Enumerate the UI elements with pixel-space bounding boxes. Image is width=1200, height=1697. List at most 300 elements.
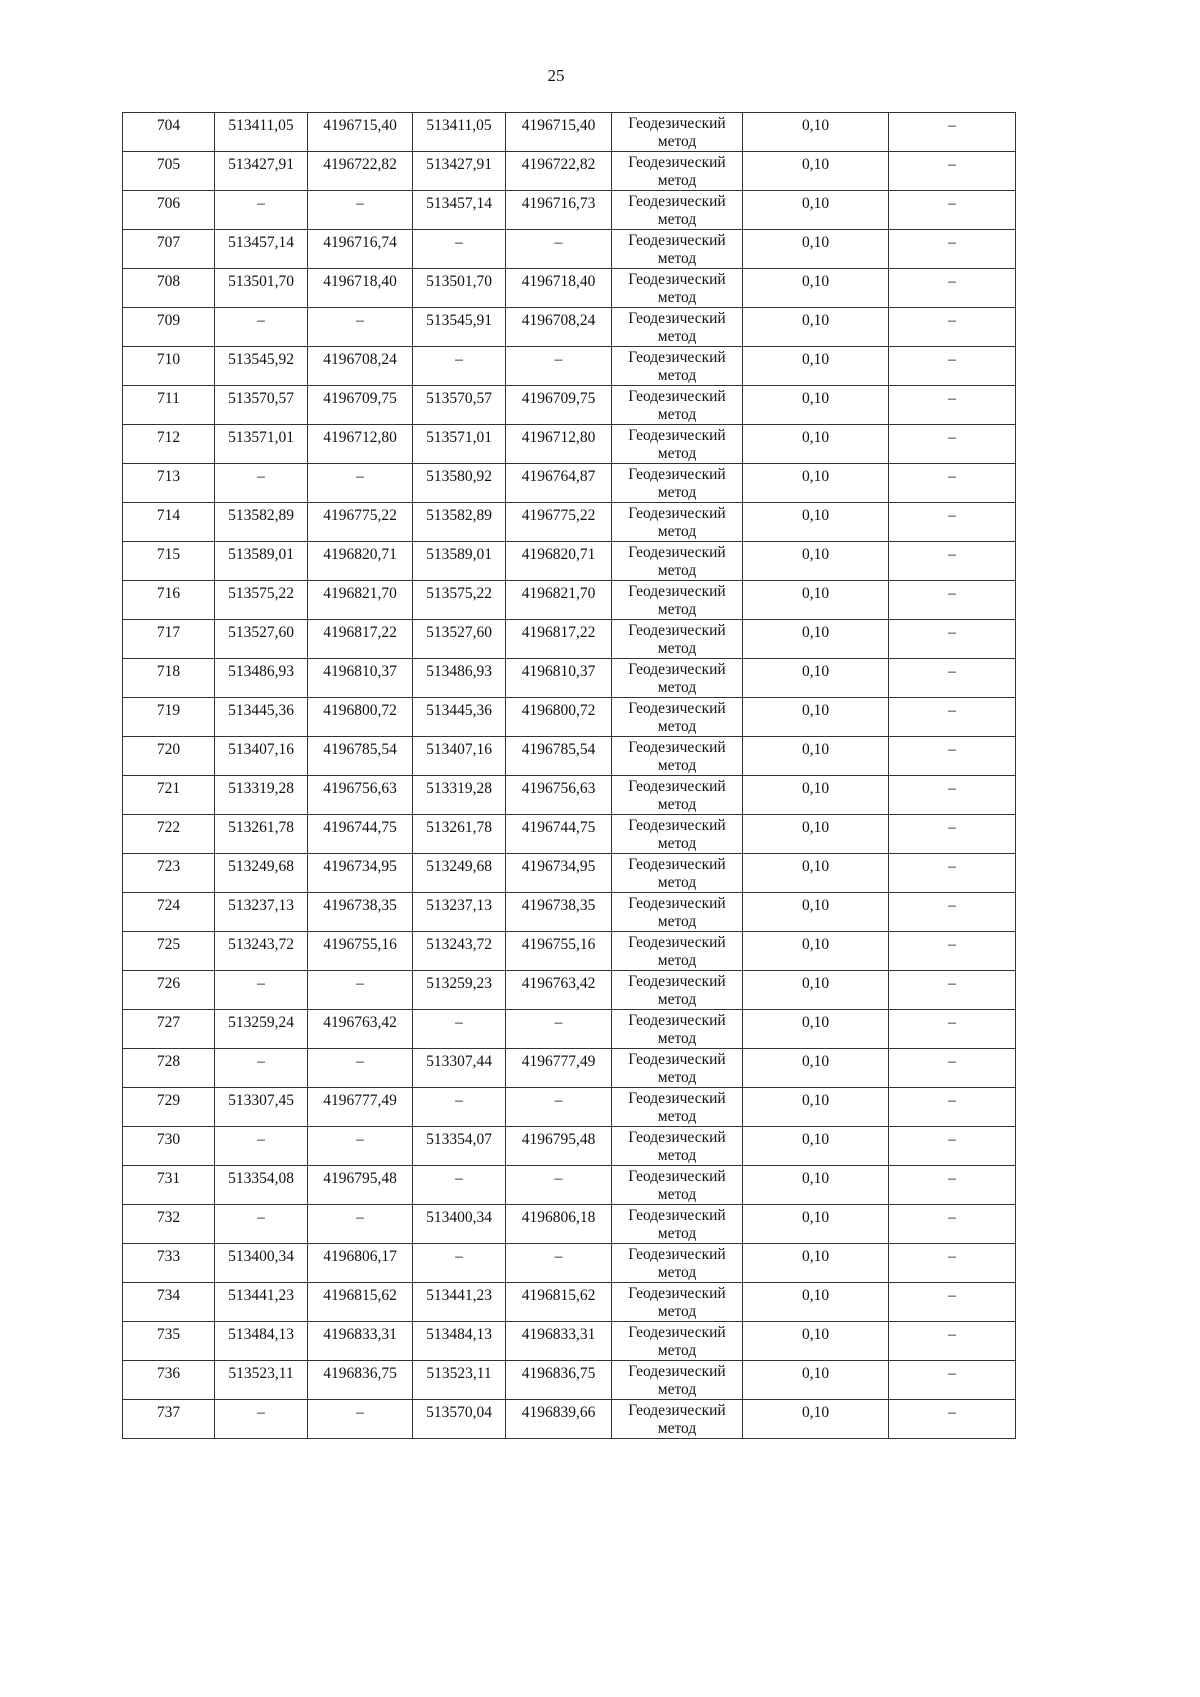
- cell-text: 4196777,49: [521, 1053, 596, 1070]
- x-new-cell: [413, 659, 506, 698]
- cell-text: 513411,05: [426, 117, 492, 134]
- y-new-cell: [506, 425, 612, 464]
- method-cell: [612, 425, 743, 464]
- cell-text: Геодезический метод: [628, 1129, 726, 1164]
- cell-text: 513259,23: [426, 975, 492, 992]
- point-number-cell: [123, 659, 215, 698]
- accuracy-cell: [743, 1283, 889, 1322]
- accuracy-cell: [743, 1088, 889, 1127]
- cell-text: 513319,28: [426, 780, 492, 797]
- cell-text: –: [948, 117, 956, 134]
- cell-text: Геодезический метод: [628, 622, 726, 657]
- point-number-cell: [123, 620, 215, 659]
- cell-text: Геодезический метод: [628, 1246, 726, 1281]
- accuracy-cell: [743, 1127, 889, 1166]
- method-cell: [612, 659, 743, 698]
- cell-text: –: [356, 1131, 364, 1148]
- method-cell: [612, 893, 743, 932]
- cell-text: 0,10: [801, 468, 830, 485]
- cell-text: 4196718,40: [323, 273, 397, 290]
- table-row: [123, 230, 1016, 269]
- point-number-cell: [123, 932, 215, 971]
- y-old-cell: [308, 815, 413, 854]
- cell-text: 4196715,40: [323, 117, 397, 134]
- cell-text: –: [554, 1092, 563, 1109]
- x-old-cell: [215, 971, 308, 1010]
- cell-text: 513457,14: [228, 234, 294, 251]
- cell-text: –: [948, 1209, 956, 1226]
- x-new-cell: [413, 308, 506, 347]
- y-new-cell: [506, 1400, 612, 1439]
- notes-cell: [889, 230, 1016, 269]
- cell-text: 4196800,72: [323, 702, 397, 719]
- cell-text: 705: [156, 156, 181, 173]
- method-cell: [612, 776, 743, 815]
- method-cell: [612, 386, 743, 425]
- x-old-cell: [215, 113, 308, 152]
- cell-text: 4196815,62: [521, 1287, 596, 1304]
- cell-text: Геодезический метод: [628, 895, 726, 930]
- cell-text: 513441,23: [228, 1287, 294, 1304]
- accuracy-cell: [743, 1361, 889, 1400]
- notes-cell: [889, 191, 1016, 230]
- method-cell: [612, 815, 743, 854]
- accuracy-cell: [743, 152, 889, 191]
- method-cell: [612, 971, 743, 1010]
- cell-text: 513575,22: [426, 585, 492, 602]
- x-new-cell: [413, 464, 506, 503]
- cell-text: Геодезический метод: [628, 739, 726, 774]
- cell-text: 513575,22: [228, 585, 294, 602]
- cell-text: –: [948, 429, 956, 446]
- point-number-cell: [123, 191, 215, 230]
- table-row: [123, 698, 1016, 737]
- y-new-cell: [506, 1283, 612, 1322]
- cell-text: 4196817,22: [323, 624, 397, 641]
- cell-text: –: [455, 1170, 463, 1187]
- cell-text: 0,10: [801, 156, 830, 173]
- cell-text: –: [948, 1053, 956, 1070]
- cell-text: Геодезический метод: [628, 583, 726, 618]
- notes-cell: [889, 932, 1016, 971]
- cell-text: 513571,01: [426, 429, 492, 446]
- notes-cell: [889, 854, 1016, 893]
- cell-text: Геодезический метод: [628, 154, 726, 189]
- x-new-cell: [413, 854, 506, 893]
- method-cell: [612, 854, 743, 893]
- cell-text: 513580,92: [426, 468, 492, 485]
- cell-text: –: [455, 1092, 463, 1109]
- notes-cell: [889, 347, 1016, 386]
- point-number-cell: [123, 893, 215, 932]
- table-row: [123, 620, 1016, 659]
- x-new-cell: [413, 1322, 506, 1361]
- cell-text: Геодезический метод: [628, 1324, 726, 1359]
- x-old-cell: [215, 659, 308, 698]
- y-old-cell: [308, 269, 413, 308]
- cell-text: –: [554, 234, 563, 251]
- cell-text: 513527,60: [228, 624, 294, 641]
- x-old-cell: [215, 1049, 308, 1088]
- point-number-cell: [123, 1322, 215, 1361]
- cell-text: 0,10: [801, 1287, 830, 1304]
- cell-text: Геодезический метод: [628, 505, 726, 540]
- cell-text: 513523,11: [426, 1365, 492, 1382]
- cell-text: 4196763,42: [323, 1014, 397, 1031]
- y-new-cell: [506, 113, 612, 152]
- y-old-cell: [308, 425, 413, 464]
- cell-text: –: [948, 273, 956, 290]
- cell-text: 4196795,48: [521, 1131, 596, 1148]
- y-old-cell: [308, 581, 413, 620]
- x-old-cell: [215, 1127, 308, 1166]
- cell-text: –: [948, 663, 956, 680]
- y-new-cell: [506, 581, 612, 620]
- y-old-cell: [308, 776, 413, 815]
- notes-cell: [889, 542, 1016, 581]
- cell-text: 4196712,80: [323, 429, 397, 446]
- table-row: [123, 1127, 1016, 1166]
- table-row: [123, 1400, 1016, 1439]
- x-new-cell: [413, 230, 506, 269]
- method-cell: [612, 1283, 743, 1322]
- y-old-cell: [308, 1244, 413, 1283]
- point-number-cell: [123, 698, 215, 737]
- cell-text: Геодезический метод: [628, 1012, 726, 1047]
- cell-text: 4196806,17: [323, 1248, 397, 1265]
- cell-text: –: [948, 1365, 956, 1382]
- coordinates-table-body: [123, 113, 1016, 1439]
- cell-text: –: [948, 1404, 956, 1421]
- y-old-cell: [308, 542, 413, 581]
- x-new-cell: [413, 815, 506, 854]
- method-cell: [612, 347, 743, 386]
- notes-cell: [889, 1283, 1016, 1322]
- accuracy-cell: [743, 1322, 889, 1361]
- point-number-cell: [123, 386, 215, 425]
- point-number-cell: [123, 737, 215, 776]
- cell-text: 0,10: [801, 1209, 830, 1226]
- cell-text: 731: [156, 1170, 181, 1187]
- cell-text: 719: [156, 702, 181, 719]
- method-cell: [612, 581, 743, 620]
- cell-text: –: [356, 1053, 364, 1070]
- cell-text: 733: [156, 1248, 181, 1265]
- cell-text: –: [948, 312, 956, 329]
- cell-text: 4196734,95: [323, 858, 397, 875]
- cell-text: 513457,14: [426, 195, 492, 212]
- cell-text: –: [455, 234, 463, 251]
- table-row: [123, 191, 1016, 230]
- cell-text: Геодезический метод: [628, 1402, 726, 1437]
- cell-text: –: [948, 156, 956, 173]
- y-old-cell: [308, 854, 413, 893]
- point-number-cell: [123, 1283, 215, 1322]
- x-new-cell: [413, 1049, 506, 1088]
- y-old-cell: [308, 347, 413, 386]
- point-number-cell: [123, 581, 215, 620]
- cell-text: Геодезический метод: [628, 856, 726, 891]
- cell-text: –: [948, 741, 956, 758]
- x-old-cell: [215, 815, 308, 854]
- method-cell: [612, 932, 743, 971]
- accuracy-cell: [743, 1049, 889, 1088]
- cell-text: 513523,11: [228, 1365, 294, 1382]
- accuracy-cell: [743, 503, 889, 542]
- y-old-cell: [308, 503, 413, 542]
- x-new-cell: [413, 191, 506, 230]
- cell-text: 723: [156, 858, 181, 875]
- accuracy-cell: [743, 464, 889, 503]
- notes-cell: [889, 815, 1016, 854]
- notes-cell: [889, 893, 1016, 932]
- point-number-cell: [123, 269, 215, 308]
- table-row: [123, 503, 1016, 542]
- cell-text: 513571,01: [228, 429, 294, 446]
- point-number-cell: [123, 464, 215, 503]
- cell-text: 718: [156, 663, 181, 680]
- x-new-cell: [413, 503, 506, 542]
- point-number-cell: [123, 113, 215, 152]
- y-new-cell: [506, 1049, 612, 1088]
- cell-text: –: [948, 546, 956, 563]
- y-old-cell: [308, 1127, 413, 1166]
- point-number-cell: [123, 1049, 215, 1088]
- y-new-cell: [506, 1205, 612, 1244]
- table-row: [123, 1088, 1016, 1127]
- y-old-cell: [308, 230, 413, 269]
- notes-cell: [889, 1205, 1016, 1244]
- accuracy-cell: [743, 893, 889, 932]
- method-cell: [612, 1088, 743, 1127]
- cell-text: –: [948, 936, 956, 953]
- table-row: [123, 1010, 1016, 1049]
- cell-text: 513545,91: [426, 312, 492, 329]
- table-row: [123, 152, 1016, 191]
- cell-text: 513400,34: [228, 1248, 294, 1265]
- cell-text: –: [948, 780, 956, 797]
- cell-text: 4196722,82: [521, 156, 596, 173]
- cell-text: 706: [156, 195, 181, 212]
- cell-text: 717: [156, 624, 181, 641]
- x-old-cell: [215, 1283, 308, 1322]
- method-cell: [612, 1361, 743, 1400]
- cell-text: 4196738,35: [521, 897, 596, 914]
- y-new-cell: [506, 932, 612, 971]
- cell-text: 513411,05: [228, 117, 294, 134]
- table-row: [123, 776, 1016, 815]
- cell-text: 513407,16: [228, 741, 294, 758]
- notes-cell: [889, 1322, 1016, 1361]
- method-cell: [612, 113, 743, 152]
- cell-text: –: [948, 1287, 956, 1304]
- method-cell: [612, 1400, 743, 1439]
- method-cell: [612, 152, 743, 191]
- x-old-cell: [215, 191, 308, 230]
- table-row: [123, 1244, 1016, 1283]
- cell-text: Геодезический метод: [628, 349, 726, 384]
- cell-text: 4196734,95: [521, 858, 596, 875]
- cell-text: –: [948, 1248, 956, 1265]
- x-old-cell: [215, 698, 308, 737]
- y-old-cell: [308, 152, 413, 191]
- notes-cell: [889, 1010, 1016, 1049]
- cell-text: –: [948, 234, 956, 251]
- cell-text: 4196777,49: [323, 1092, 397, 1109]
- accuracy-cell: [743, 659, 889, 698]
- accuracy-cell: [743, 230, 889, 269]
- cell-text: 4196810,37: [521, 663, 596, 680]
- cell-text: 513484,13: [426, 1326, 492, 1343]
- cell-text: 737: [156, 1404, 181, 1421]
- table-row: [123, 1166, 1016, 1205]
- x-old-cell: [215, 893, 308, 932]
- cell-text: Геодезический метод: [628, 1090, 726, 1125]
- y-new-cell: [506, 815, 612, 854]
- cell-text: –: [948, 1014, 956, 1031]
- cell-text: Геодезический метод: [628, 778, 726, 813]
- y-new-cell: [506, 893, 612, 932]
- x-old-cell: [215, 581, 308, 620]
- cell-text: Геодезический метод: [628, 1285, 726, 1320]
- cell-text: 0,10: [801, 1248, 830, 1265]
- point-number-cell: [123, 1166, 215, 1205]
- cell-text: –: [356, 468, 364, 485]
- x-new-cell: [413, 620, 506, 659]
- cell-text: 730: [156, 1131, 181, 1148]
- table-row: [123, 971, 1016, 1010]
- cell-text: 4196821,70: [323, 585, 397, 602]
- cell-text: Геодезический метод: [628, 388, 726, 423]
- table-row: [123, 1049, 1016, 1088]
- cell-text: –: [948, 390, 956, 407]
- cell-text: 513501,70: [426, 273, 492, 290]
- cell-text: 513259,24: [228, 1014, 294, 1031]
- cell-text: 0,10: [801, 117, 830, 134]
- x-old-cell: [215, 1322, 308, 1361]
- cell-text: Геодезический метод: [628, 1207, 726, 1242]
- x-new-cell: [413, 893, 506, 932]
- x-old-cell: [215, 1244, 308, 1283]
- cell-text: 729: [156, 1092, 181, 1109]
- y-old-cell: [308, 308, 413, 347]
- cell-text: 4196800,72: [521, 702, 596, 719]
- cell-text: 513570,57: [228, 390, 294, 407]
- y-new-cell: [506, 737, 612, 776]
- cell-text: Геодезический метод: [628, 193, 726, 228]
- cell-text: 0,10: [801, 936, 830, 953]
- cell-text: –: [948, 702, 956, 719]
- cell-text: 513501,70: [228, 273, 294, 290]
- notes-cell: [889, 1088, 1016, 1127]
- cell-text: –: [948, 585, 956, 602]
- y-new-cell: [506, 308, 612, 347]
- x-new-cell: [413, 542, 506, 581]
- cell-text: 513527,60: [426, 624, 492, 641]
- cell-text: 0,10: [801, 1365, 830, 1382]
- cell-text: 4196836,75: [323, 1365, 397, 1382]
- cell-text: 4196836,75: [521, 1365, 596, 1382]
- cell-text: 714: [156, 507, 181, 524]
- cell-text: 0,10: [801, 702, 830, 719]
- point-number-cell: [123, 776, 215, 815]
- cell-text: 4196833,31: [521, 1326, 596, 1343]
- cell-text: Геодезический метод: [628, 115, 726, 150]
- cell-text: 4196755,16: [323, 936, 397, 953]
- method-cell: [612, 1010, 743, 1049]
- cell-text: Геодезический метод: [628, 1168, 726, 1203]
- cell-text: Геодезический метод: [628, 1051, 726, 1086]
- table-row: [123, 308, 1016, 347]
- y-new-cell: [506, 1322, 612, 1361]
- cell-text: Геодезический метод: [628, 310, 726, 345]
- y-new-cell: [506, 1010, 612, 1049]
- cell-text: 0,10: [801, 390, 830, 407]
- cell-text: 0,10: [801, 234, 830, 251]
- notes-cell: [889, 425, 1016, 464]
- cell-text: 0,10: [801, 429, 830, 446]
- y-new-cell: [506, 659, 612, 698]
- cell-text: 513261,78: [426, 819, 492, 836]
- cell-text: 513486,93: [228, 663, 294, 680]
- cell-text: 4196821,70: [521, 585, 596, 602]
- point-number-cell: [123, 1244, 215, 1283]
- cell-text: 715: [156, 546, 181, 563]
- cell-text: 728: [156, 1053, 181, 1070]
- cell-text: –: [948, 624, 956, 641]
- cell-text: 4196722,82: [323, 156, 397, 173]
- cell-text: 0,10: [801, 507, 830, 524]
- notes-cell: [889, 776, 1016, 815]
- y-old-cell: [308, 932, 413, 971]
- point-number-cell: [123, 542, 215, 581]
- accuracy-cell: [743, 1166, 889, 1205]
- accuracy-cell: [743, 581, 889, 620]
- y-new-cell: [506, 620, 612, 659]
- notes-cell: [889, 971, 1016, 1010]
- cell-text: 513589,01: [426, 546, 492, 563]
- cell-text: –: [948, 858, 956, 875]
- table-row: [123, 737, 1016, 776]
- method-cell: [612, 464, 743, 503]
- notes-cell: [889, 1244, 1016, 1283]
- y-new-cell: [506, 1244, 612, 1283]
- cell-text: 0,10: [801, 546, 830, 563]
- method-cell: [612, 1166, 743, 1205]
- x-old-cell: [215, 737, 308, 776]
- cell-text: 722: [156, 819, 181, 836]
- cell-text: 4196715,40: [521, 117, 596, 134]
- cell-text: 513243,72: [426, 936, 492, 953]
- table-row: [123, 581, 1016, 620]
- y-new-cell: [506, 191, 612, 230]
- cell-text: –: [948, 1131, 956, 1148]
- cell-text: 513249,68: [426, 858, 492, 875]
- method-cell: [612, 191, 743, 230]
- y-new-cell: [506, 1166, 612, 1205]
- cell-text: 513427,91: [426, 156, 492, 173]
- table-row: [123, 1322, 1016, 1361]
- table-row: [123, 854, 1016, 893]
- cell-text: –: [257, 1209, 265, 1226]
- table-row: [123, 815, 1016, 854]
- y-old-cell: [308, 1166, 413, 1205]
- cell-text: 0,10: [801, 819, 830, 836]
- accuracy-cell: [743, 542, 889, 581]
- point-number-cell: [123, 152, 215, 191]
- cell-text: –: [948, 507, 956, 524]
- cell-text: –: [257, 1131, 265, 1148]
